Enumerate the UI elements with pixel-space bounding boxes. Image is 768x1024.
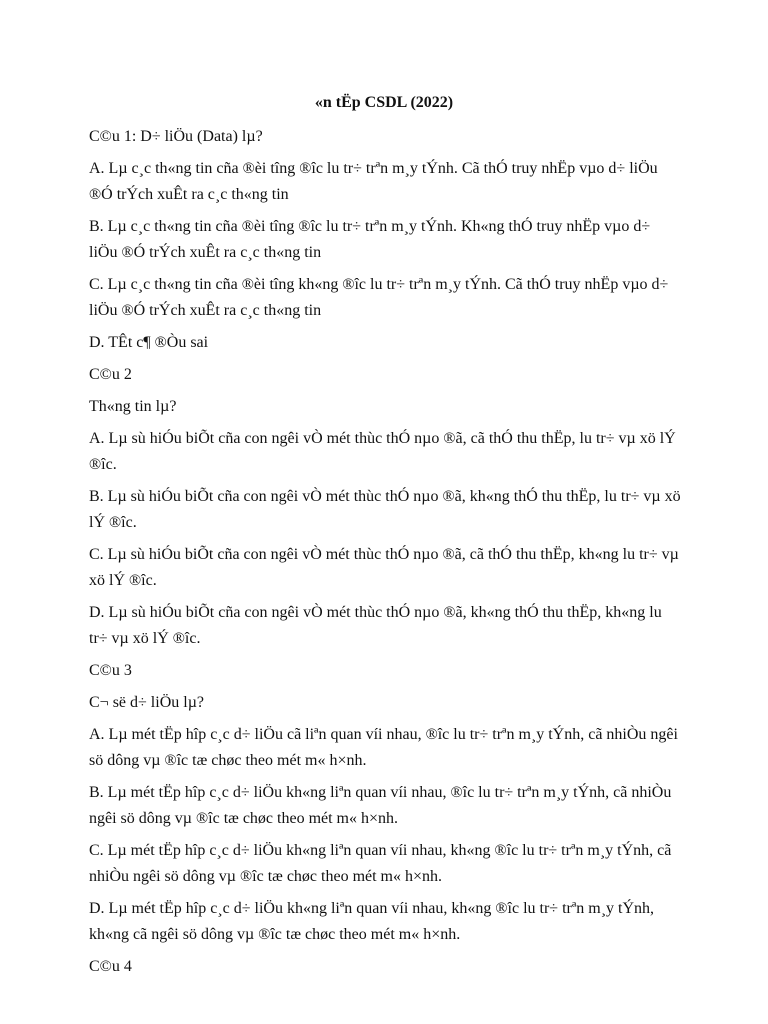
question-2-heading: C©u 2 — [89, 366, 132, 383]
question-2-option-b: B. Lµ sù hiÓu biÕt cña con ngêi vÒ mét thùc thÓ nµo ®ã, kh«ng thÓ thu thËp, lu tr÷ vµ xö lÝ ®îc. — [89, 488, 681, 531]
question-3-option-a: A. Lµ mét tËp hîp c¸c d÷ liÖu cã liªn quan víi nhau, ®îc lu tr÷ trªn m¸y tÝnh, cã nhiÒu ngêi sö dông vµ ®îc tæ chøc theo mét m« h×nh. — [89, 726, 678, 769]
document-body — [89, 124, 681, 986]
question-3-heading: C©u 3 — [89, 662, 132, 679]
question-1-option-a: A. Lµ c¸c th«ng tin cña ®èi tîng ®îc lu tr÷ trªn m¸y tÝnh. Cã thÓ truy nhËp vµo d÷ liÖu ®Ó trÝch xuÊt ra c¸c th«ng tin — [89, 160, 658, 203]
question-3-option-b: B. Lµ mét tËp hîp c¸c d÷ liÖu kh«ng liªn quan víi nhau, ®îc lu tr÷ trªn m¸y tÝnh, cã nhiÒu ngêi sö dông vµ ®îc tæ chøc theo mét m« h×nh. — [89, 784, 672, 827]
question-2-option-c: C. Lµ sù hiÓu biÕt cña con ngêi vÒ mét thùc thÓ nµo ®ã, cã thÓ thu thËp, kh«ng lu tr÷ vµ xö lÝ ®îc. — [89, 546, 679, 589]
question-1-option-c: C. Lµ c¸c th«ng tin cña ®èi tîng kh«ng ®îc lu tr÷ trªn m¸y tÝnh. Cã thÓ truy nhËp vµo d÷ liÖu ®Ó trÝch xuÊt ra c¸c th«ng tin — [89, 276, 669, 319]
question-3-prompt: C¬ së d÷ liÖu lµ? — [89, 694, 205, 711]
question-4-heading: C©u 4 — [89, 958, 132, 975]
question-2-prompt: Th«ng tin lµ? — [89, 398, 177, 415]
question-3-option-c: C. Lµ mét tËp hîp c¸c d÷ liÖu kh«ng liªn quan víi nhau, kh«ng ®îc lu tr÷ trªn m¸y tÝnh, cã nhiÒu ngêi sö dông vµ ®îc tæ chøc theo mét m« h×nh. — [89, 842, 672, 885]
question-3-option-d: D. Lµ mét tËp hîp c¸c d÷ liÖu kh«ng liªn quan víi nhau, kh«ng ®îc lu tr÷ trªn m¸y tÝnh, kh«ng cã ngêi sö dông vµ ®îc tæ chøc theo mét m« h×nh. — [89, 900, 655, 943]
question-2-option-d: D. Lµ sù hiÓu biÕt cña con ngêi vÒ mét thùc thÓ nµo ®ã, kh«ng thÓ thu thËp, kh«ng lu tr÷ vµ xö lÝ ®îc. — [89, 604, 662, 647]
question-1-heading: C©u 1: D÷ liÖu (Data) lµ? — [89, 128, 263, 145]
question-2-option-a: A. Lµ sù hiÓu biÕt cña con ngêi vÒ mét thùc thÓ nµo ®ã, cã thÓ thu thËp, lu tr÷ vµ xö lÝ ®îc. — [89, 430, 676, 473]
document-title: «n tËp CSDL (2022) — [314, 94, 454, 111]
question-1-option-b: B. Lµ c¸c th«ng tin cña ®èi tîng ®îc lu tr÷ trªn m¸y tÝnh. Kh«ng thÓ truy nhËp vµo d÷ liÖu ®Ó trÝch xuÊt ra c¸c th«ng tin — [89, 218, 651, 261]
question-1-option-d: D. TÊt c¶ ®Òu sai — [89, 334, 209, 351]
